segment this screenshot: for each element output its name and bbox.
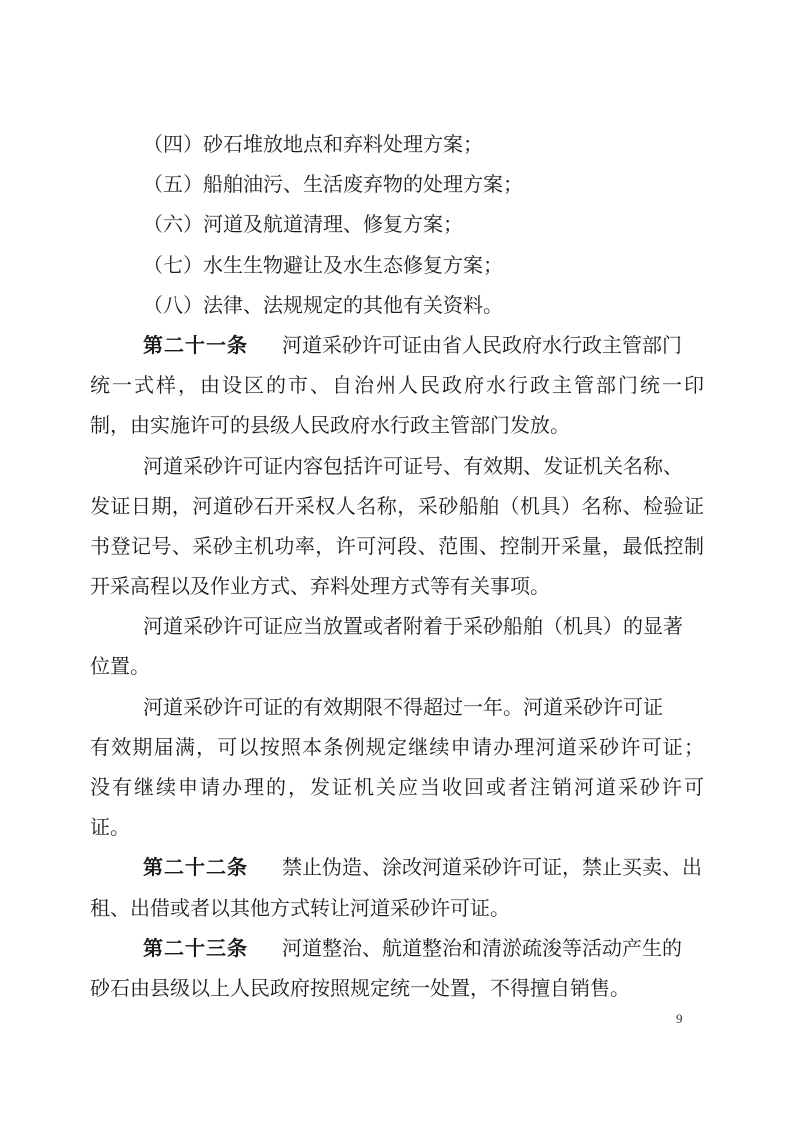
- list-item-6: （六）河道及航道清理、修复方案；: [143, 212, 463, 237]
- paragraph-4-line-2: 有效期届满，可以按照本条例规定继续申请办理河道采砂许可证；: [90, 734, 704, 759]
- article-23-line-2: 砂石由县级以上人民政府按照规定统一处置，不得擅自销售。: [90, 975, 630, 1000]
- article-22-heading: 第二十二条: [143, 855, 248, 880]
- page-number: 9: [676, 1011, 683, 1026]
- paragraph-3-line-2: 位置。: [90, 654, 150, 679]
- body-text: [90, 124, 704, 1008]
- article-21-line-2: 统一式样，由设区的市、自治州人民政府水行政主管部门统一印: [90, 373, 704, 398]
- article-21-line-1: [90, 325, 704, 365]
- article-21-line-3: 制，由实施许可的县级人民政府水行政主管部门发放。: [90, 413, 570, 438]
- list-item-8: （八）法律、法规规定的其他有关资料。: [143, 292, 503, 317]
- paragraph-2-line-4: 开采高程以及作业方式、弃料处理方式等有关事项。: [90, 574, 550, 599]
- paragraph-3-line-1: 河道采砂许可证应当放置或者附着于采砂船舶（机具）的显著: [143, 614, 683, 639]
- paragraph-4-line-3: 没有继续申请办理的，发证机关应当收回或者注销河道采砂许可: [90, 775, 704, 799]
- article-22-line-1: [90, 847, 704, 887]
- list-item-5: （五）船舶油污、生活废弃物的处理方案；: [143, 172, 523, 197]
- paragraph-2-line-2: 发证日期，河道砂石开采权人名称，采砂船舶（机具）名称、检验证: [90, 493, 704, 518]
- list-item-4: （四）砂石堆放地点和弃料处理方案；: [143, 132, 483, 156]
- paragraph-2-line-3: 书登记号、采砂主机功率，许可河段、范围、控制开采量，最低控制: [90, 533, 704, 558]
- paragraph-4-line-4: 证。: [90, 815, 130, 840]
- article-23-line-1: [90, 928, 704, 968]
- paragraph-4-line-1: 河道采砂许可证的有效期限不得超过一年。河道采砂许可证: [143, 694, 663, 719]
- paragraph-2-line-1: 河道采砂许可证内容包括许可证号、有效期、发证机关名称、: [143, 453, 683, 478]
- article-22-text: 禁止伪造、涂改河道采砂许可证，禁止买卖、出: [282, 855, 702, 880]
- article-21-text: 河道采砂许可证由省人民政府水行政主管部门: [282, 332, 682, 357]
- article-23-text: 河道整治、航道整治和清淤疏浚等活动产生的: [282, 935, 682, 960]
- article-22-line-2: 租、出借或者以其他方式转让河道采砂许可证。: [90, 895, 510, 920]
- article-23-heading: 第二十三条: [143, 935, 248, 960]
- article-21-heading: 第二十一条: [143, 332, 248, 357]
- list-item-7: （七）水生生物避让及水生态修复方案；: [143, 252, 503, 277]
